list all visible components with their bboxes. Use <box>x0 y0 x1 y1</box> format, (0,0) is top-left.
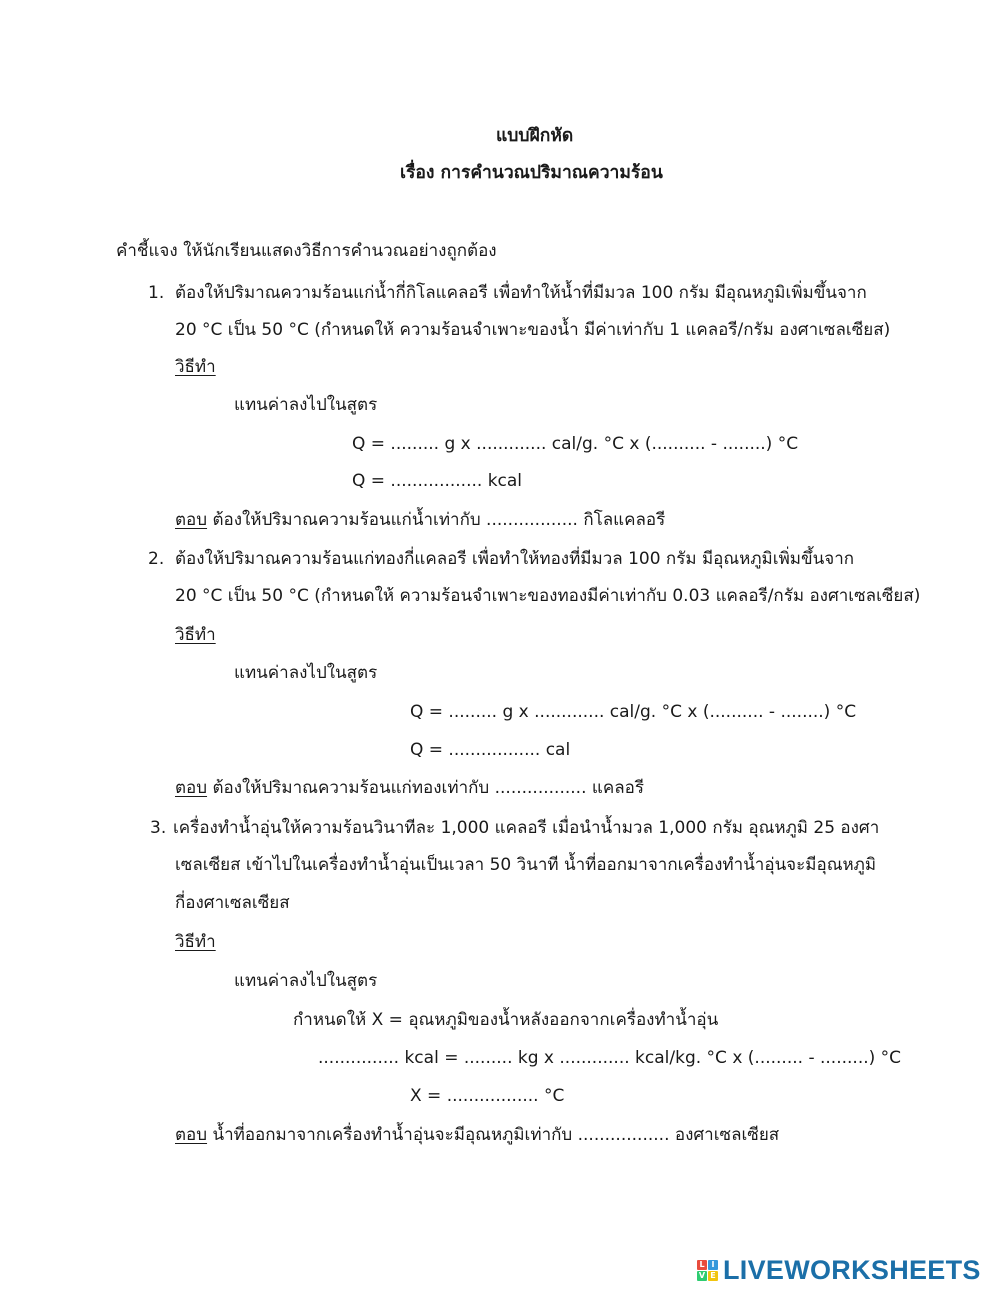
question-text-line: 20 °C เป็น 50 °C (กำหนดให้ ความร้อนจำเพาะของน้ำ มีค่าเท่ากับ 1 แคลอรี/กรัม องศาเซลเซียส) <box>175 320 891 340</box>
question-text-line: เซลเซียส เข้าไปในเครื่องทำน้ำอุ่นเป็นเวลา 50 วินาที น้ำที่ออกมาจากเครื่องทำน้ำอุ่นจะมีอุณหภูมิ <box>175 855 877 875</box>
result-line: X = ................. °C <box>410 1086 565 1106</box>
substitute-text: แทนค่าลงไปในสูตร <box>234 395 378 415</box>
worksheet-title: แบบฝึกหัด <box>496 126 574 146</box>
brand-name: LIVEWORKSHEETS <box>723 1254 981 1285</box>
result-line: Q = ................. cal <box>410 740 571 760</box>
substitute-text: แทนค่าลงไปในสูตร <box>234 663 378 683</box>
worksheet-subtitle: เรื่อง การคำนวณปริมาณความร้อน <box>400 163 663 183</box>
answer-line <box>175 1123 779 1147</box>
answer-text: น้ำที่ออกมาจากเครื่องทำน้ำอุ่นจะมีอุณหภูมิเท่ากับ ................. องศาเซลเซียส <box>207 1125 780 1145</box>
answer-text: ต้องให้ปริมาณความร้อนแก่น้ำเท่ากับ ................. กิโลแคลอรี <box>207 510 666 530</box>
answer-line <box>175 508 665 532</box>
logo-block: L <box>697 1260 707 1270</box>
question-number: 3. <box>150 818 167 838</box>
given-line: กำหนดให้ X = อุณหภูมิของน้ำหลังออกจากเครื่องทำน้ำอุ่น <box>293 1010 719 1030</box>
logo-block: I <box>708 1260 718 1270</box>
question-text-line: เครื่องทำน้ำอุ่นให้ความร้อนวินาทีละ 1,000 แคลอรี เมื่อนำน้ำมวล 1,000 กรัม อุณหภูมิ 25 องศา <box>173 818 880 838</box>
method-label: วิธีทำ <box>175 357 216 377</box>
question-text-line: 20 °C เป็น 50 °C (กำหนดให้ ความร้อนจำเพาะของทองมีค่าเท่ากับ 0.03 แคลอรี/กรัม องศาเซลเซียส) <box>175 586 921 606</box>
answer-label: ตอบ <box>175 778 208 798</box>
answer-label: ตอบ <box>175 1125 208 1145</box>
instruction-text: คำชี้แจง ให้นักเรียนแสดงวิธีการคำนวณอย่างถูกต้อง <box>116 241 497 261</box>
question-text-line: ต้องให้ปริมาณความร้อนแก่ทองกี่แคลอรี เพื่อทำให้ทองที่มีมวล 100 กรัม มีอุณหภูมิเพิ่มขึ้นจาก <box>175 549 855 569</box>
liveworksheets-logo <box>697 1254 981 1286</box>
answer-text: ต้องให้ปริมาณความร้อนแก่ทองเท่ากับ ................. แคลอรี <box>207 778 644 798</box>
method-label: วิธีทำ <box>175 625 216 645</box>
question-text-line: กี่องศาเซลเซียส <box>175 893 290 913</box>
result-line: Q = ................. kcal <box>352 471 523 491</box>
answer-line <box>175 776 644 800</box>
formula-line: Q = ......... g x ............. cal/g. °C x (.......... - ........) °C <box>352 434 799 454</box>
logo-blocks-icon <box>697 1260 718 1281</box>
substitute-text: แทนค่าลงไปในสูตร <box>234 971 378 991</box>
method-label: วิธีทำ <box>175 932 216 952</box>
question-text-line: ต้องให้ปริมาณความร้อนแก่น้ำกี่กิโลแคลอรี เพื่อทำให้น้ำที่มีมวล 100 กรัม มีอุณหภูมิเพิ่มขึ้นจาก <box>175 283 867 303</box>
formula-line: Q = ......... g x ............. cal/g. °C x (.......... - ........) °C <box>410 702 857 722</box>
question-number: 1. <box>148 283 165 303</box>
question-number: 2. <box>148 549 165 569</box>
logo-block: V <box>698 1270 706 1280</box>
answer-label: ตอบ <box>175 510 208 530</box>
logo-block: E <box>708 1271 718 1281</box>
formula-line: ............... kcal = ......... kg x ............. kcal/kg. °C x (......... - .........) °C <box>318 1048 902 1068</box>
